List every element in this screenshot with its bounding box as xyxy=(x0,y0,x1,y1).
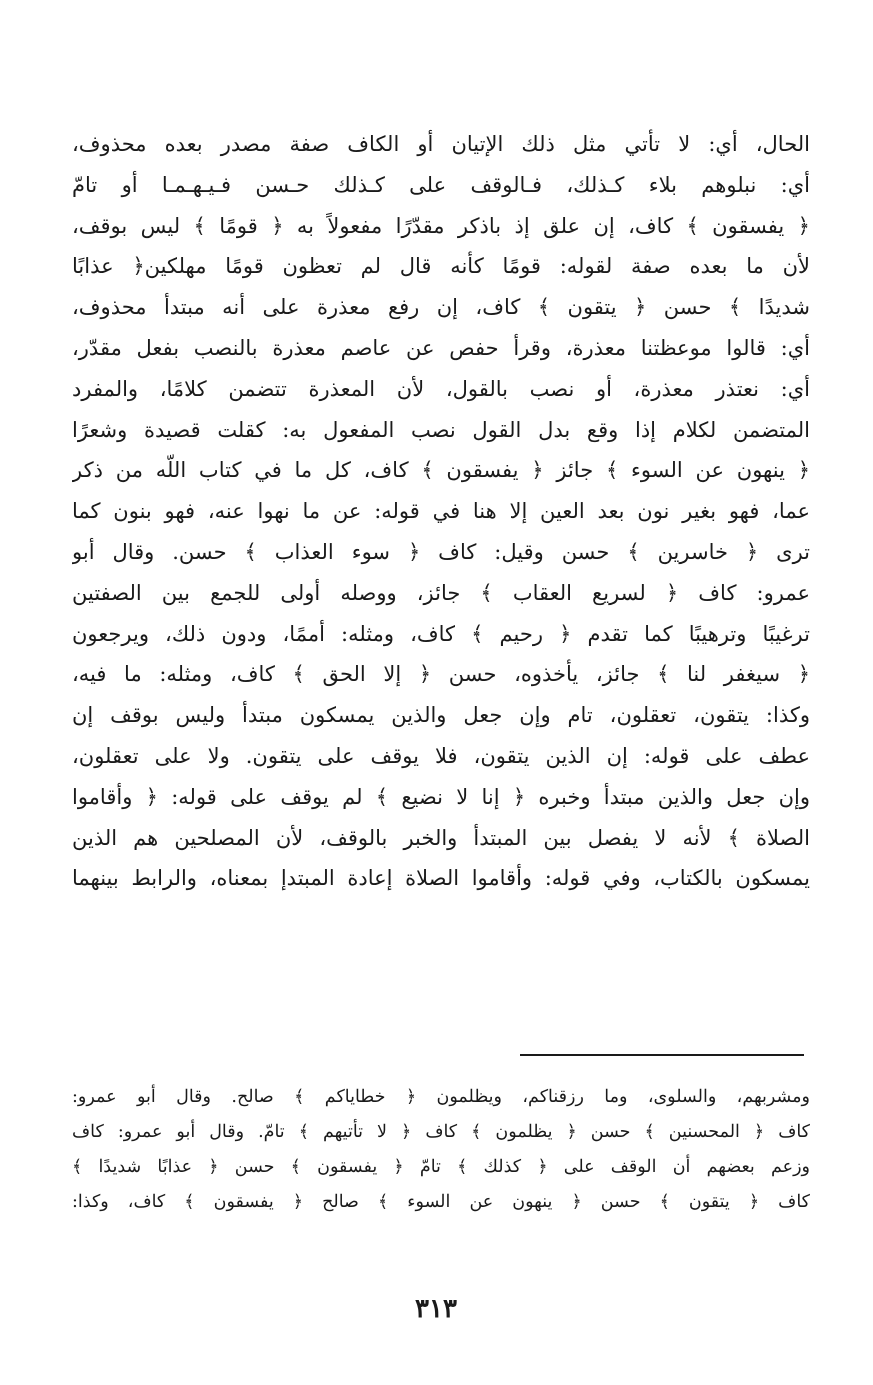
main-text-block xyxy=(72,124,810,899)
footnote-line: كاف ﴿ يتقون ﴾ حسن ﴿ ينهون عن السوء ﴾ صالح ﴿ يفسقون ﴾ كاف، وكذا: xyxy=(72,1192,810,1212)
footnotes-block xyxy=(72,1080,810,1220)
page-number: ٣١٣ xyxy=(415,1294,457,1324)
main-text-line: أي: نعتذر معذرة، أو نصب بالقول، لأن المعذرة تتضمن كلامًا، والمفرد xyxy=(72,376,810,401)
footnote-line: ومشربهم، والسلوى، وما رزقناكم، ويظلمون ﴿ خطاياكم ﴾ صالح. وقال أبو عمرو: xyxy=(72,1087,810,1107)
main-text-line: ﴿ سيغفر لنا ﴾ جائز، يأخذوه، حسن ﴿ إلا الحق ﴾ كاف، ومثله: ما فيه، xyxy=(72,662,810,687)
main-text-line: ﴿ ينهون عن السوء ﴾ جائز ﴿ يفسقون ﴾ كاف، كل ما في كتاب اللّه من ذكر xyxy=(72,458,810,483)
main-text-line: الصلاة ﴾ لأنه لا يفصل بين المبتدأ والخبر بالوقف، لأن المصلحين هم الذين xyxy=(72,825,810,850)
main-text-line: عمرو: كاف ﴿ لسريع العقاب ﴾ جائز، ووصله أولى للجمع بين الصفتين xyxy=(72,580,810,605)
main-text-line: لأن ما بعده صفة لقوله: قومًا كأنه قال لم تعظون قومًا مهلكين﴿ عذابًا xyxy=(72,254,810,279)
main-text-line: ﴿ يفسقون ﴾ كاف، إن علق إذ باذكر مقدّرًا مفعولاً به ﴿ قومًا ﴾ ليس بوقف، xyxy=(72,213,810,238)
main-text-line: المتضمن لكلام إذا وقع بدل القول نصب المفعول به: كقلت قصيدة وشعرًا xyxy=(72,417,810,442)
main-text-line: أي: نبلوهم بلاء كـذلك، فـالوقف على كـذلك حـسن فـيـهـمـا أو تامّ xyxy=(72,172,810,197)
main-text-line: ترى ﴿ خاسرين ﴾ حسن وقيل: كاف ﴿ سوء العذاب ﴾ حسن. وقال أبو xyxy=(72,539,810,564)
main-text-line: وإن جعل والذين مبتدأ وخبره ﴿ إنا لا نضيع ﴾ لم يوقف على قوله: ﴿ وأقاموا xyxy=(72,784,810,809)
main-text-line: شديدًا ﴾ حسن ﴿ يتقون ﴾ كاف، إن رفع معذرة على أنه مبتدأ محذوف، xyxy=(72,295,810,320)
footnote-line: وزعم بعضهم أن الوقف على ﴿ كذلك ﴾ تامّ ﴿ يفسقون ﴾ حسن ﴿ عذابًا شديدًا ﴾ xyxy=(72,1157,810,1177)
main-text-line: يمسكون بالكتاب، وفي قوله: وأقاموا الصلاة إعادة المبتدإ بمعناه، والرابط بينهما xyxy=(72,866,810,891)
main-text-line: عطف على قوله: إن الذين يتقون، فلا يوقف على يتقون. ولا على تعقلون، xyxy=(72,743,810,768)
main-text-line: الحال، أي: لا تأتي مثل ذلك الإتيان أو الكاف صفة مصدر بعده محذوف، xyxy=(72,132,810,156)
main-text-line: أي: قالوا موعظتنا معذرة، وقرأ حفص عن عاصم معذرة بالنصب بفعل مقدّر، xyxy=(72,335,810,360)
main-text-line: وكذا: يتقون، تعقلون، تام وإن جعل والذين يمسكون مبتدأ وليس بوقف إن xyxy=(72,703,810,728)
main-text-line: ترغيبًا وترهيبًا كما تقدم ﴿ رحيم ﴾ كاف، ومثله: أممًا، ودون ذلك، ويرجعون xyxy=(72,621,810,646)
footnote-line: كاف ﴿ المحسنين ﴾ حسن ﴿ يظلمون ﴾ كاف ﴿ لا تأتيهم ﴾ تامّ. وقال أبو عمرو: كاف xyxy=(72,1122,810,1142)
footnote-divider xyxy=(520,1054,804,1056)
main-text-line: عما، فهو بغير نون بعد العين إلا هنا في قوله: عن ما نهوا عنه، فهو بنون كما xyxy=(72,499,810,524)
